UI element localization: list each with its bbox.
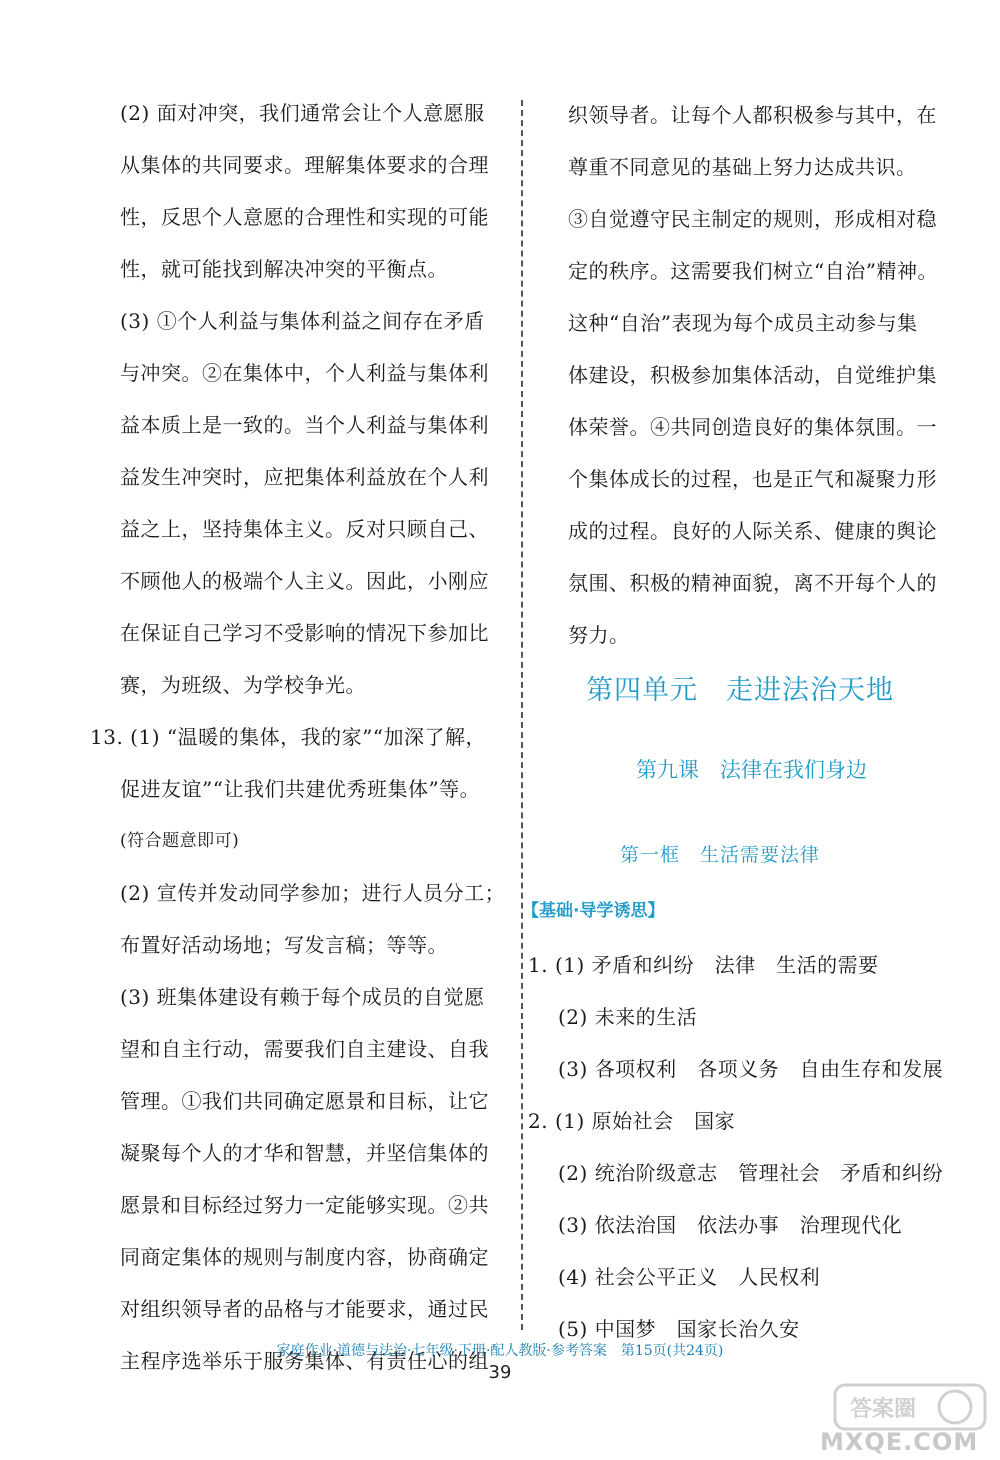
text-line: 个集体成长的过程，也是正气和凝聚力形 bbox=[568, 467, 937, 491]
text-line: (2) 宣传并发动同学参加；进行人员分工； bbox=[120, 881, 506, 905]
text-line: (3) ①个人利益与集体利益之间存在矛盾 bbox=[120, 309, 485, 333]
text-line: (符合题意即可) bbox=[120, 831, 240, 851]
lesson-title: 第九课 法律在我们身边 bbox=[636, 758, 867, 782]
answer-line: 2. (1) 原始社会 国家 bbox=[528, 1109, 736, 1133]
watermark-logo-label: 答案圈 bbox=[850, 1397, 917, 1422]
text-line: 对组织领导者的品格与才能要求，通过民 bbox=[120, 1297, 489, 1321]
text-line: 定的秩序。这需要我们树立“自治”精神。 bbox=[568, 259, 938, 283]
text-line: 愿景和目标经过努力一定能够实现。②共 bbox=[120, 1193, 489, 1217]
answer-line: (2) 统治阶级意志 管理社会 矛盾和纠纷 bbox=[558, 1161, 944, 1185]
text-line: 促进友谊”“让我们共建优秀班集体”等。 bbox=[120, 777, 481, 801]
text-line: 氛围、积极的精神面貌，离不开每个人的 bbox=[568, 571, 937, 595]
text-line: 益发生冲突时，应把集体利益放在个人利 bbox=[120, 465, 489, 489]
text-line: 体荣誉。④共同创造良好的集体氛围。一 bbox=[568, 415, 937, 439]
text-line: ③自觉遵守民主制定的规则，形成相对稳 bbox=[568, 207, 937, 231]
text-line: 益之上，坚持集体主义。反对只顾自己、 bbox=[120, 517, 489, 541]
text-line: (3) 班集体建设有赖于每个成员的自觉愿 bbox=[120, 985, 485, 1009]
text-line: 同商定集体的规则与制度内容，协商确定 bbox=[120, 1245, 489, 1269]
text-line: (2) 面对冲突，我们通常会让个人意愿服 bbox=[120, 101, 485, 125]
text-line: 性，就可能找到解决冲突的平衡点。 bbox=[120, 257, 448, 281]
text-line: 努力。 bbox=[568, 623, 630, 647]
watermark-text: MXQE.COM bbox=[820, 1428, 979, 1456]
answer-line: 1. (1) 矛盾和纠纷 法律 生活的需要 bbox=[528, 953, 879, 977]
text-line: 赛，为班级、为学校争光。 bbox=[120, 673, 366, 697]
text-line: 望和自主行动，需要我们自主建设、自我 bbox=[120, 1037, 489, 1061]
text-line: 主程序选举乐于服务集体、有责任心的组 bbox=[120, 1349, 489, 1373]
section-tag: 【基础·导学诱思】 bbox=[522, 901, 665, 921]
text-line: 与冲突。②在集体中，个人利益与集体利 bbox=[120, 361, 489, 385]
frame-title: 第一框 生活需要法律 bbox=[620, 844, 821, 866]
text-line: 在保证自己学习不受影响的情况下参加比 bbox=[120, 621, 489, 645]
answer-line: (3) 各项权利 各项义务 自由生存和发展 bbox=[558, 1057, 944, 1081]
text-line: 不顾他人的极端个人主义。因此，小刚应 bbox=[120, 569, 489, 593]
text-line: 从集体的共同要求。理解集体要求的合理 bbox=[120, 153, 489, 177]
answer-line: (2) 未来的生活 bbox=[558, 1005, 698, 1029]
text-line: 体建设，积极参加集体活动，自觉维护集 bbox=[568, 363, 937, 387]
text-line: 管理。①我们共同确定愿景和目标，让它 bbox=[120, 1089, 489, 1113]
text-line: 益本质上是一致的。当个人利益与集体利 bbox=[120, 413, 489, 437]
text-line: 凝聚每个人的才华和智慧，并坚信集体的 bbox=[120, 1141, 489, 1165]
answer-line: (3) 依法治国 依法办事 治理现代化 bbox=[558, 1213, 903, 1237]
page-footer: 家庭作业·道德与法治·七年级·下册·配人教版·参考答案 第15页(共24页) bbox=[276, 1343, 724, 1359]
text-line: 布置好活动场地；写发言稿；等等。 bbox=[120, 933, 448, 957]
unit-title: 第四单元 走进法治天地 bbox=[586, 675, 894, 706]
page-number: 39 bbox=[488, 1362, 512, 1383]
text-line: 织领导者。让每个人都积极参与其中，在 bbox=[568, 103, 937, 127]
text-line: 尊重不同意见的基础上努力达成共识。 bbox=[568, 155, 917, 179]
column-divider bbox=[521, 100, 523, 1330]
question-13-line: 13. (1) “温暖的集体，我的家”“加深了解， bbox=[90, 725, 487, 749]
text-line: 成的过程。良好的人际关系、健康的舆论 bbox=[568, 519, 937, 543]
answer-line: (4) 社会公平正义 人民权利 bbox=[558, 1265, 821, 1289]
answer-line: (5) 中国梦 国家长治久安 bbox=[558, 1317, 800, 1341]
text-line: 这种“自治”表现为每个成员主动参与集 bbox=[568, 311, 918, 335]
text-line: 性，反思个人意愿的合理性和实现的可能 bbox=[120, 205, 489, 229]
